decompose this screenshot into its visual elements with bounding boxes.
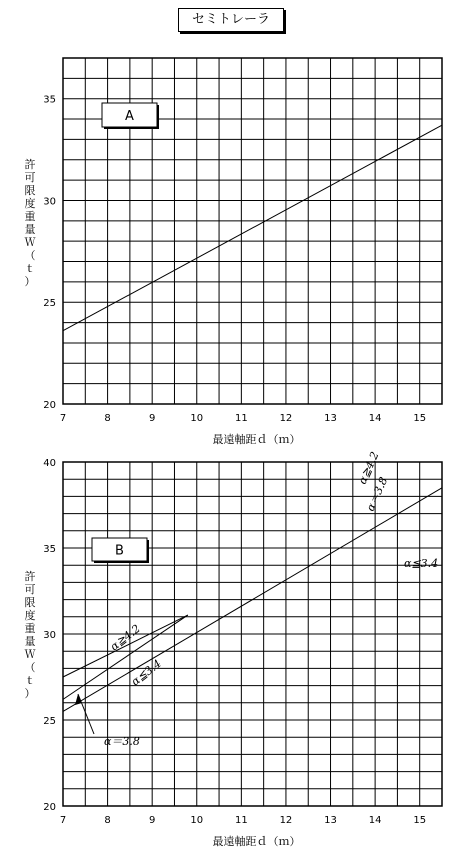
panel-b-y-axis-label-char: （ <box>24 661 36 674</box>
panel-b-y-axis-label-char: 度 <box>24 609 36 622</box>
panel-b-series-line-2 <box>63 615 188 699</box>
panel-a-x-tick-label: 13 <box>324 413 337 424</box>
panel-b-x-tick-label: 14 <box>368 815 382 826</box>
panel-b-y-axis-label-char: 重 <box>24 622 36 635</box>
panel-a-x-tick-label: 8 <box>104 413 111 424</box>
panel-b-y-axis-label-char: 量 <box>24 635 36 648</box>
panel-b-x-tick-label: 11 <box>234 815 248 826</box>
chart-title: セミトレーラ <box>178 8 284 32</box>
panel-b-annotation: α≧4.2 <box>107 622 143 654</box>
panel-b-y-axis-label-char: 許 <box>24 570 36 583</box>
panel-b-y-axis-label-char: ） <box>24 687 36 700</box>
panel-b-y-tick-label: 35 <box>43 544 56 555</box>
panel-b-y-tick-label: 25 <box>43 716 56 727</box>
panel-a-x-tick-label: 14 <box>368 413 382 424</box>
panel-a-x-tick-label: 12 <box>279 413 293 424</box>
panel-b-x-tick-label: 9 <box>148 815 156 826</box>
panel-b-x-axis-label: 最遠軸距ｄ（ｍ） <box>212 835 301 848</box>
panel-a-x-tick-label: 10 <box>190 413 204 424</box>
panel-a-x-tick-label: 7 <box>59 413 67 424</box>
panel-b-x-tick-label: 15 <box>413 815 427 826</box>
panel-b-annotation: α≦3.4 <box>404 557 439 570</box>
panel-b-x-tick-label: 7 <box>59 815 67 826</box>
panel-a-x-tick-label: 11 <box>234 413 248 424</box>
panel-a-y-axis-label-char: ｔ <box>24 262 36 275</box>
panel-a-y-axis-label-char: 可 <box>24 171 36 184</box>
panel-a-y-tick-label: 35 <box>43 94 56 106</box>
panel-b-x-tick-label: 10 <box>190 815 204 826</box>
panel-a-y-axis-label-char: （ <box>24 249 36 262</box>
panel-a-y-axis-label-char: 重 <box>24 210 36 223</box>
panel-b-y-axis-label-char: Ｗ <box>24 648 36 661</box>
panel-b-annotation-arrowhead <box>75 694 82 705</box>
panel-a-y-tick-label: 20 <box>43 400 56 411</box>
panel-b-y-axis-label-char: 可 <box>24 583 36 596</box>
panel-a-y-axis-label-char: Ｗ <box>24 236 36 249</box>
panel-b-y-tick-label: 40 <box>43 458 56 469</box>
panel-a-label: A <box>125 109 134 124</box>
panel-a-y-axis-label-char: 度 <box>24 197 36 210</box>
panel-b-y-tick-label: 20 <box>43 802 56 813</box>
panel-a-y-axis-label-char: ） <box>24 275 36 288</box>
panel-b-annotation: α≧4.2 <box>355 449 382 487</box>
panel-a-x-tick-label: 15 <box>413 413 427 424</box>
panel-a-x-axis-label: 最遠軸距ｄ（ｍ） <box>212 433 301 446</box>
panel-b-annotation: α≦3.4 <box>128 657 164 689</box>
panel-a-x-tick-label: 9 <box>148 413 156 424</box>
panel-b-y-axis-label-char: ｔ <box>24 674 36 687</box>
panel-b-annotation: α＝3.8 <box>104 735 140 748</box>
panel-b-y-axis-label-char: 限 <box>24 596 36 609</box>
panel-a-y-axis-label-char: 許 <box>24 158 36 171</box>
panel-b-y-tick-label: 30 <box>43 630 56 641</box>
panel-b-x-tick-label: 8 <box>104 815 111 826</box>
panel-b-x-tick-label: 12 <box>279 815 293 826</box>
panel-b-x-tick-label: 13 <box>324 815 337 826</box>
panel-b-annotation: α＝3.8 <box>363 475 391 514</box>
panel-a-y-axis-label-char: 限 <box>24 184 36 197</box>
panel-a-y-tick-label: 25 <box>43 298 56 310</box>
panel-a-y-axis-label-char: 量 <box>24 223 36 236</box>
panel-b-label: B <box>115 543 124 559</box>
panel-a-series-line-0 <box>63 125 442 331</box>
panel-b-series-line-1 <box>63 615 188 677</box>
panel-a-y-tick-label: 30 <box>43 196 56 208</box>
